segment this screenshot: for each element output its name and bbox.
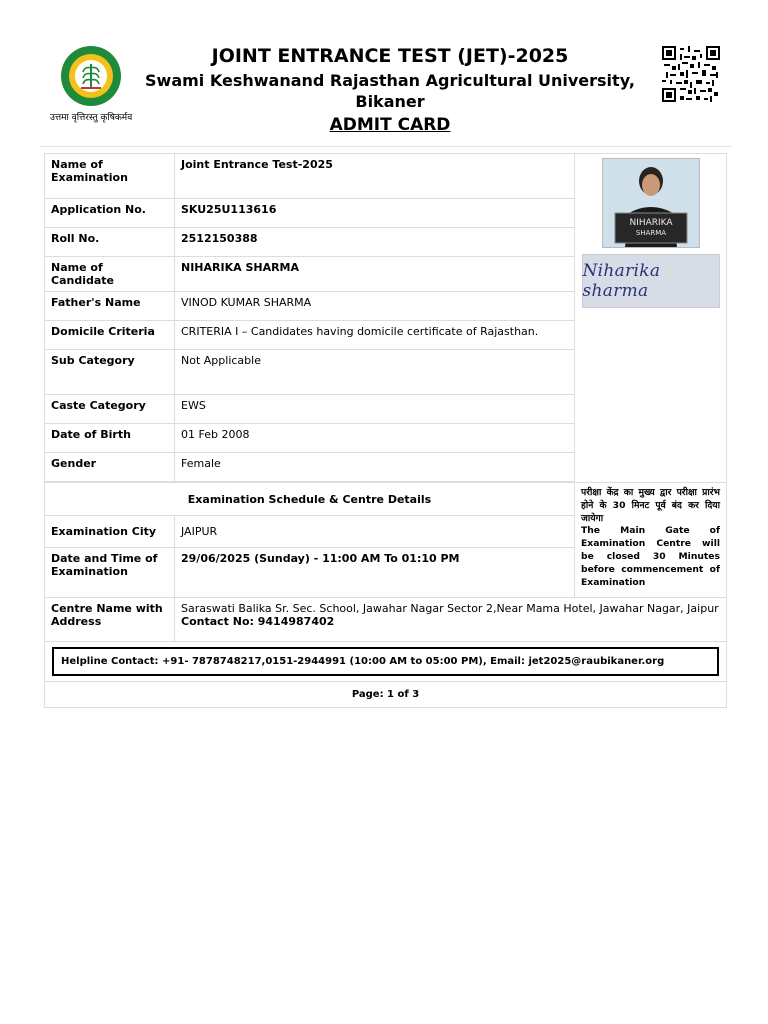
exam-city-label: Examination City [45, 516, 175, 548]
centre-contact: Contact No: 9414987402 [181, 615, 335, 628]
photo-board-name: NIHARIKA [628, 218, 673, 228]
exam-city-value: JAIPUR [175, 516, 575, 548]
roll-no-value: 2512150388 [175, 228, 575, 257]
application-no-label: Application No. [45, 199, 175, 228]
application-no-value: SKU25U113616 [175, 199, 575, 228]
photo-signature-cell [575, 154, 727, 483]
table-row [45, 483, 727, 516]
table-row [45, 154, 727, 199]
centre-address: Saraswati Balika Sr. Sec. School, Jawahar Nagar Sector 2,Near Mama Hotel, Jawahar Nagar, Jaipur [181, 602, 719, 615]
exam-title: JOINT ENTRANCE TEST (JET)-2025 [211, 45, 569, 67]
gender-label: Gender [45, 453, 175, 482]
helpline-contact: Helpline Contact: +91- 7878748217,0151-2944991 (10:00 AM to 05:00 PM), Email: jet2025@raubikaner.org [52, 647, 719, 676]
exam-name-label: Name of Examination [45, 154, 175, 199]
admit-card-table [44, 153, 727, 708]
sub-category-value: Not Applicable [175, 350, 575, 395]
father-name-label: Father's Name [45, 292, 175, 321]
gate-note-cell [575, 483, 727, 598]
helpline-cell [45, 642, 727, 682]
photo-board-surname: SHARMA [635, 229, 666, 237]
table-row [45, 642, 727, 682]
header-divider [40, 146, 732, 147]
document-title: ADMIT CARD [329, 115, 451, 135]
table-row [45, 598, 727, 642]
candidate-name-label: Name of Candidate [45, 257, 175, 292]
dob-label: Date of Birth [45, 424, 175, 453]
sub-category-label: Sub Category [45, 350, 175, 395]
caste-category-value: EWS [175, 395, 575, 424]
exam-name-value: Joint Entrance Test-2025 [175, 154, 575, 199]
candidate-photo-icon [603, 159, 699, 247]
father-name-value: VINOD KUMAR SHARMA [175, 292, 575, 321]
domicile-label: Domicile Criteria [45, 321, 175, 350]
university-name: Swami Keshwanand Rajasthan Agricultural University, Bikaner [145, 71, 635, 111]
gate-note-english: The Main Gate of Examination Centre will be closed 30 Minutes before commencement of Examination [581, 525, 720, 588]
exam-datetime-label: Date and Time of Examination [45, 548, 175, 598]
centre-label: Centre Name with Address [45, 598, 175, 642]
university-logo [50, 44, 132, 123]
domicile-value: CRITERIA I – Candidates having domicile certificate of Rajasthan. [175, 321, 575, 350]
gender-value: Female [175, 453, 575, 482]
candidate-name-value: NIHARIKA SHARMA [175, 257, 575, 292]
university-emblem-icon [54, 44, 128, 108]
signature-text: Niharika sharma [582, 261, 661, 301]
roll-no-label: Roll No. [45, 228, 175, 257]
centre-value-cell [175, 598, 727, 642]
schedule-heading: Examination Schedule & Centre Details [45, 483, 575, 516]
logo-motto: उत्तमा वृत्तिरस्तु कृषिकर्मव [50, 113, 133, 123]
candidate-signature [582, 254, 720, 308]
exam-datetime-value: 29/06/2025 (Sunday) - 11:00 AM To 01:10 PM [175, 548, 575, 598]
dob-value: 01 Feb 2008 [175, 424, 575, 453]
gate-note-hindi: परीक्षा केंद्र का मुख्य द्वार परीक्षा प्रारंभ होने के 30 मिनट पूर्व बंद कर दिया जायेगा [581, 487, 720, 524]
table-row [45, 682, 727, 708]
candidate-photo [602, 158, 700, 248]
page-number: Page: 1 of 3 [45, 682, 727, 708]
caste-category-label: Caste Category [45, 395, 175, 424]
header-titles [140, 44, 640, 136]
qr-code-icon [662, 46, 720, 102]
